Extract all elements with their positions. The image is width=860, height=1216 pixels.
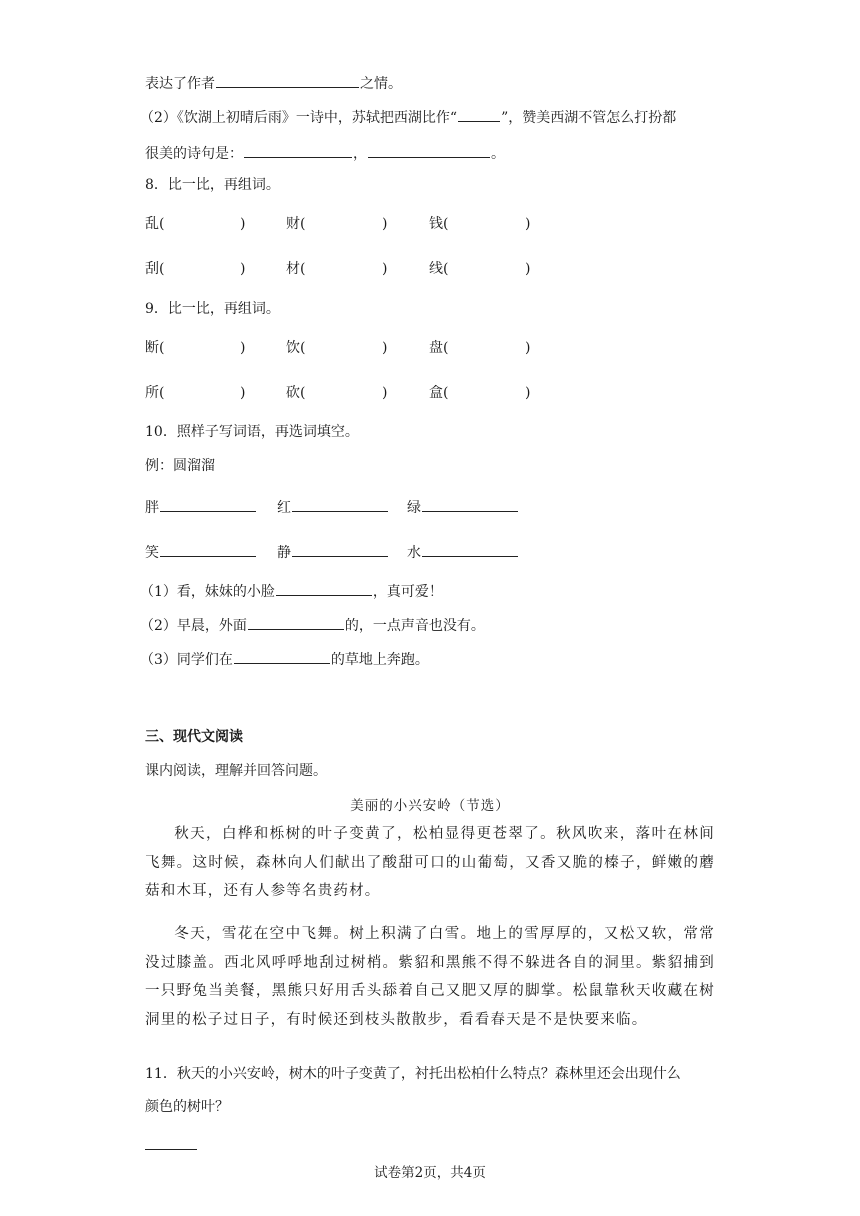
- char: 钱(: [429, 216, 449, 232]
- q10-sentence-1: [140, 580, 443, 602]
- word-pair[interactable]: [429, 383, 531, 403]
- word-blank[interactable]: [277, 496, 389, 518]
- char: 刮(: [145, 261, 165, 277]
- text: ，真可爱！: [372, 584, 443, 600]
- word-pair[interactable]: [429, 259, 531, 279]
- q10-sentence-2: [140, 614, 485, 636]
- paren: ): [382, 261, 388, 277]
- text: 的草地上奔跑。: [330, 652, 429, 668]
- char: 胖: [145, 500, 159, 516]
- q8-row2: [145, 259, 705, 279]
- q11-line1: 11．秋天的小兴安岭，树木的叶子变黄了，衬托出松柏什么特点？森林里还会出现什么: [145, 1066, 681, 1082]
- answer-blank[interactable]: [248, 614, 344, 630]
- char: 财(: [286, 216, 306, 232]
- paren: ): [240, 216, 246, 232]
- char: 乱(: [145, 216, 165, 232]
- text: 冬天，雪花在空中飞舞。树上积满了白雪。地上的雪厚厚的，又松又软，常常没过膝盖。西北风呼呼地刮过树梢。紫貂和黑熊不得不躲进各自的洞里。紫貂捕到一只野兔当美餐，黑熊只好用舌头舔着自己又肥又厚的脚掌。松鼠靠秋天收藏在树洞里的松子过日子，有时候还到枝头散散步，看看春天是不是快要来临。: [145, 926, 715, 1028]
- paren: ): [240, 385, 246, 401]
- paren: ): [382, 340, 388, 356]
- word-pair[interactable]: [286, 383, 388, 403]
- text: 的，一点声音也没有。: [344, 618, 485, 634]
- text: 表达了作者: [145, 76, 215, 92]
- answer-blank[interactable]: [422, 496, 518, 512]
- text: ，: [353, 146, 367, 162]
- word-pair[interactable]: [286, 338, 388, 358]
- passage-paragraph-2: [145, 920, 715, 1034]
- paren: ): [525, 261, 531, 277]
- answer-blank[interactable]: [216, 72, 359, 88]
- q11-line2: 颜色的树叶？: [145, 1099, 229, 1115]
- char: 红: [277, 500, 291, 516]
- paren: ): [240, 261, 246, 277]
- char: 静: [277, 545, 291, 561]
- answer-blank[interactable]: [368, 142, 490, 158]
- char: 笑: [145, 545, 159, 561]
- q8-row1: [145, 214, 705, 234]
- page-footer: 试卷第2页，共4页: [374, 1165, 486, 1181]
- word-blank[interactable]: [407, 496, 519, 518]
- q9-row1: [145, 338, 705, 358]
- word-pair[interactable]: [286, 214, 388, 234]
- answer-blank[interactable]: [276, 580, 372, 596]
- answer-blank[interactable]: [160, 496, 256, 512]
- q10-row1: [145, 496, 705, 516]
- q7-1-continuation: [145, 72, 402, 94]
- paren: ): [382, 216, 388, 232]
- char: 材(: [286, 261, 306, 277]
- passage-paragraph-1: [145, 820, 715, 906]
- paren: ): [525, 216, 531, 232]
- paren: ): [525, 340, 531, 356]
- word-blank[interactable]: [407, 541, 519, 563]
- paren: ): [240, 340, 246, 356]
- text: 秋天，白桦和栎树的叶子变黄了，松柏显得更苍翠了。秋风吹来，落叶在林间飞舞。这时候，森林向人们献出了酸甜可口的山葡萄，又香又脆的榛子，鲜嫩的蘑菇和木耳，还有人参等名贵药材。: [145, 826, 715, 899]
- char: 饮(: [286, 340, 306, 356]
- paren: ): [525, 385, 531, 401]
- passage-title: 美丽的小兴安岭（节选）: [350, 798, 510, 814]
- q7-2-line1: [140, 106, 676, 128]
- word-pair[interactable]: [145, 214, 246, 234]
- answer-blank[interactable]: [422, 541, 518, 557]
- q8-title: 8．比一比，再组词。: [145, 177, 280, 193]
- char: 断(: [145, 340, 165, 356]
- word-pair[interactable]: [145, 259, 246, 279]
- q7-2-line2: [145, 142, 505, 164]
- word-pair[interactable]: [145, 383, 246, 403]
- text: 。: [491, 146, 505, 162]
- word-pair[interactable]: [429, 214, 531, 234]
- answer-blank[interactable]: [292, 541, 388, 557]
- text: 很美的诗句是：: [145, 146, 243, 162]
- q9-title: 9．比一比，再组词。: [145, 301, 280, 317]
- text: （3）同学们在: [140, 652, 233, 668]
- char: 盘(: [429, 340, 449, 356]
- q9-row2: [145, 383, 705, 403]
- text: （2）《饮湖上初晴后雨》一诗中，苏轼把西湖比作“: [140, 110, 458, 126]
- text: （1）看，妹妹的小脸: [140, 584, 275, 600]
- char: 线(: [429, 261, 449, 277]
- text: （2）早晨，外面: [140, 618, 247, 634]
- text: 之情。: [360, 76, 402, 92]
- paren: ): [382, 385, 388, 401]
- char: 砍(: [286, 385, 306, 401]
- answer-blank[interactable]: [160, 541, 256, 557]
- char: 所(: [145, 385, 165, 401]
- text: ”，赞美西湖不管怎么打扮都: [501, 110, 677, 126]
- answer-blank[interactable]: [234, 648, 330, 664]
- q10-example: 例：圆溜溜: [145, 458, 215, 474]
- answer-blank[interactable]: [458, 106, 500, 122]
- answer-line[interactable]: [145, 1149, 197, 1150]
- answer-blank[interactable]: [292, 496, 388, 512]
- word-blank[interactable]: [145, 496, 257, 518]
- word-pair[interactable]: [145, 338, 246, 358]
- section-instruction: 课内阅读，理解并回答问题。: [145, 763, 327, 779]
- q10-sentence-3: [140, 648, 429, 670]
- char: 盒(: [429, 385, 449, 401]
- word-pair[interactable]: [286, 259, 388, 279]
- word-pair[interactable]: [429, 338, 531, 358]
- word-blank[interactable]: [277, 541, 389, 563]
- q10-title: 10．照样子写词语，再选词填空。: [145, 424, 359, 440]
- q10-row2: [145, 541, 705, 561]
- word-blank[interactable]: [145, 541, 257, 563]
- char: 水: [407, 545, 421, 561]
- section-title: 三、现代文阅读: [145, 729, 243, 745]
- char: 绿: [407, 500, 421, 516]
- answer-blank[interactable]: [244, 142, 352, 158]
